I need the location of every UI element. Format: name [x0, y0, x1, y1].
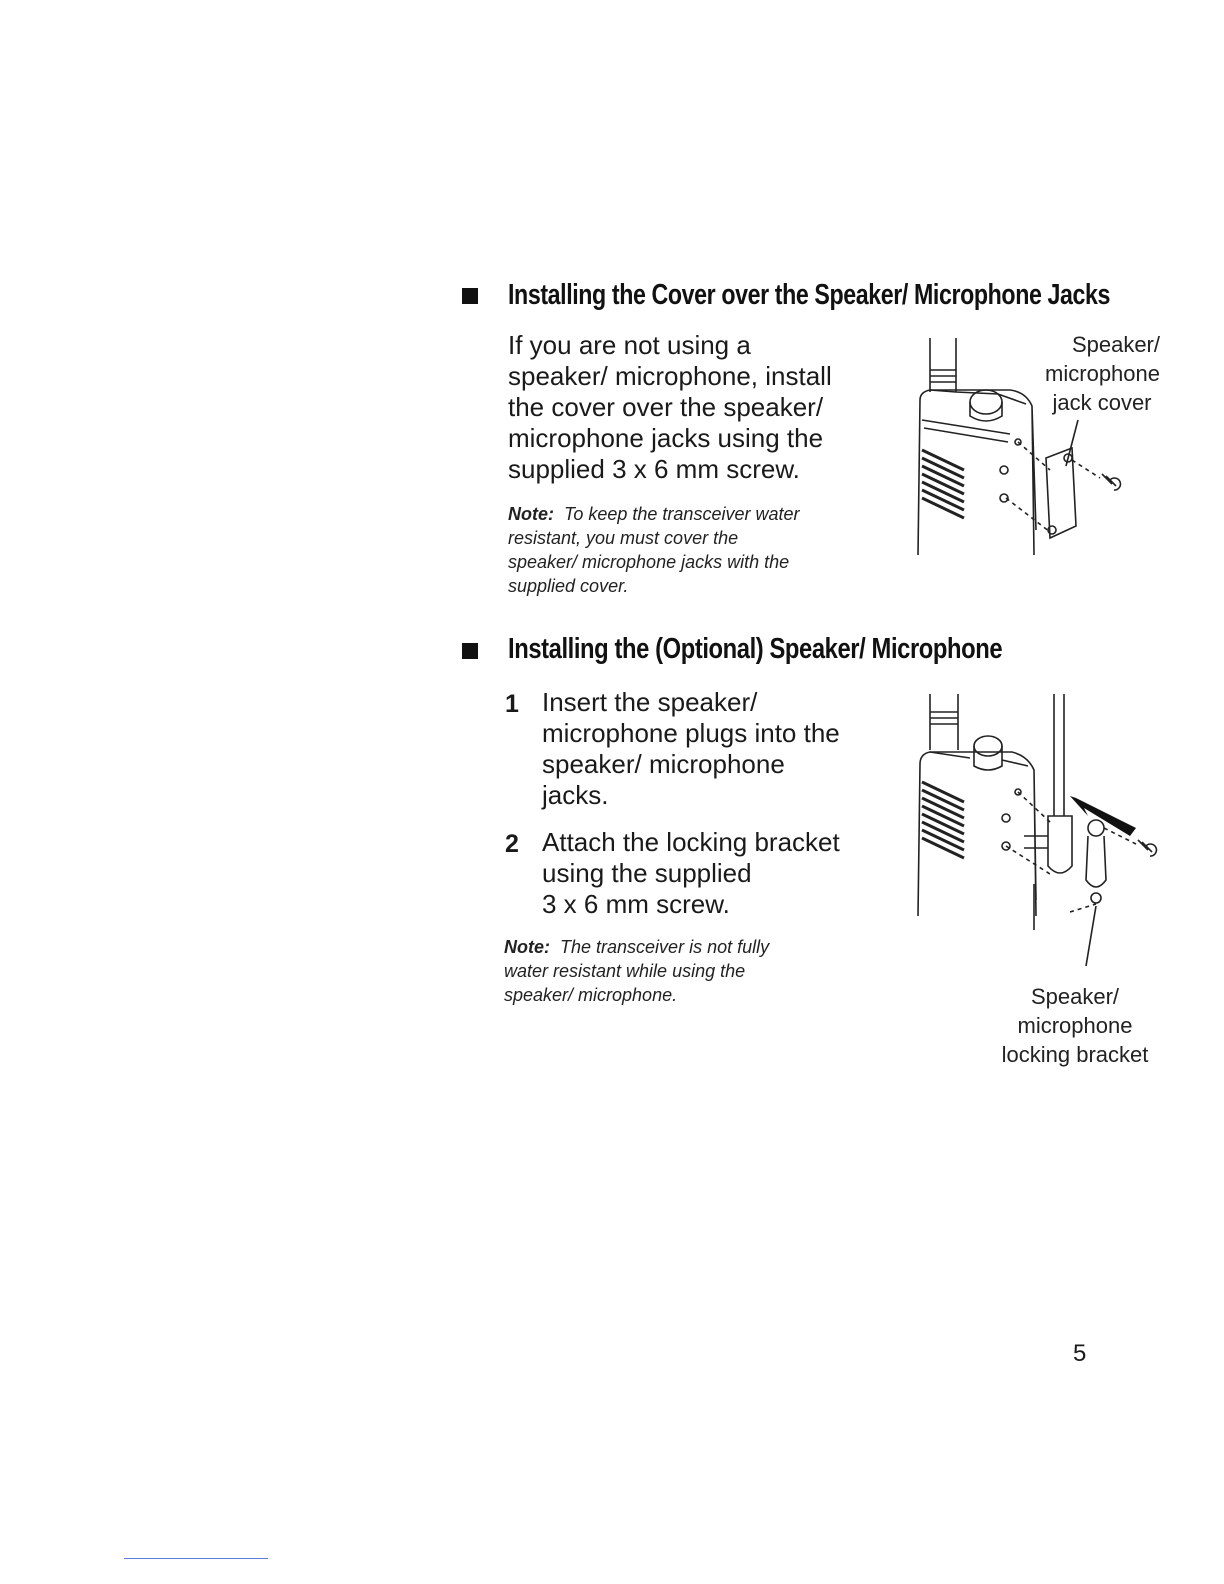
page-number: 5 [1073, 1340, 1087, 1367]
step-1-text [542, 687, 840, 811]
section-1-heading: Installing the Cover over the Speaker/ Microphone Jacks [508, 279, 1111, 311]
caption-line: Speaker/ [1071, 332, 1160, 357]
note-line: The transceiver is not fully [560, 937, 770, 957]
section-1-body-line: the cover over the speaker/ [508, 392, 824, 422]
section-1-body-line: microphone jacks using the [508, 423, 824, 453]
note-line: speaker/ microphone. [504, 985, 678, 1005]
section-1-bullet [462, 288, 478, 304]
transceiver-speaker-microphone-illustration [900, 690, 1160, 980]
step-line: Attach the locking bracket [542, 827, 840, 857]
step-line: Insert the speaker/ [542, 687, 758, 717]
section-1-body-line: If you are not using a [508, 330, 751, 360]
section-1-body [508, 330, 832, 485]
step-line: using the supplied [542, 858, 752, 888]
locking-bracket-caption [985, 982, 1165, 1069]
step-2-number: 2 [505, 830, 519, 858]
section-1-note [508, 502, 799, 598]
caption-line: microphone [1045, 361, 1160, 386]
note-line: speaker/ microphone jacks with the [508, 552, 790, 572]
note-label: Note: [508, 504, 554, 524]
section-1-body-line: speaker/ microphone, install [508, 361, 832, 391]
note-line: To keep the transceiver water [564, 504, 800, 524]
caption-line: microphone [1017, 1013, 1133, 1038]
section-2-heading: Installing the (Optional) Speaker/ Microphone [508, 633, 1003, 665]
step-line: speaker/ microphone [542, 749, 785, 779]
note-label: Note: [504, 937, 550, 957]
jack-cover-caption [1030, 330, 1160, 417]
section-2-note [504, 935, 769, 1007]
step-line: microphone plugs into the [542, 718, 840, 748]
note-line: supplied cover. [508, 576, 629, 596]
caption-line: Speaker/ [1030, 984, 1120, 1009]
note-line: resistant, you must cover the [508, 528, 739, 548]
step-1-number: 1 [505, 690, 519, 718]
section-2-bullet [462, 643, 478, 659]
caption-line: jack cover [1052, 390, 1152, 415]
step-2-text [542, 827, 840, 920]
section-1-body-line: supplied 3 x 6 mm screw. [508, 454, 800, 484]
bottom-rule [124, 1558, 268, 1559]
note-line: water resistant while using the [504, 961, 746, 981]
step-line: 3 x 6 mm screw. [542, 889, 730, 919]
step-line: jacks. [542, 780, 609, 810]
caption-line: locking bracket [1001, 1042, 1149, 1067]
